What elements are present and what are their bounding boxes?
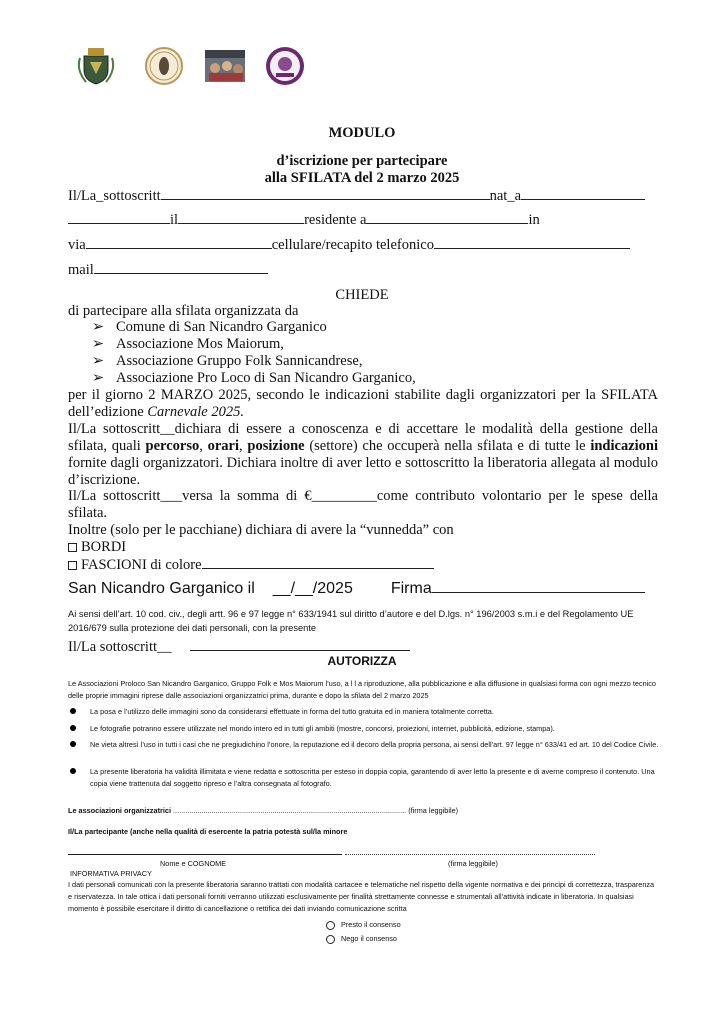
radio-icon[interactable] — [326, 921, 335, 930]
arrow-bullet-icon: ➢ — [92, 319, 105, 335]
page-title: MODULO — [328, 125, 396, 141]
autorizza-intro: Le Associazioni Proloco San Nicandro Garganico, Gruppo Folk e Mos Maiorum l’uso, a l l a riproduzione, alla pubblicazione e alla diffusione in qualsiasi forma con ogni mezzo tecnico delle proprie immagini riprese dalle associazioni organizzatrici prima, durante e dopo la sfilata del 2 marzo 2025 — [68, 679, 656, 700]
list-item: La presente liberatoria ha validità illimitata e viene redatta e sottoscritta per esteso in doppia copia, garantendo di aver letto la presente e di averne compreso il contenuto. Una copia viene trattenuta dal soggetto ripreso e l’altra consegnata al fotografo. — [90, 767, 655, 788]
chiede-heading: CHIEDE — [335, 287, 389, 303]
option-bordi[interactable]: BORDI — [68, 539, 126, 556]
firma-field[interactable] — [432, 580, 645, 593]
arrow-bullet-icon: ➢ — [92, 353, 105, 369]
checkbox-icon[interactable] — [68, 543, 77, 552]
il-label: il — [170, 212, 179, 228]
mos-maiorum-logo — [142, 44, 186, 88]
bullet-dot-icon — [70, 725, 76, 731]
arrow-bullet-icon: ➢ — [92, 370, 105, 386]
paragraph-somma: Il/La sottoscritt___versa la somma di €_________come contributo volontario per le spese della sfilata. — [68, 488, 658, 521]
via-field[interactable] — [86, 236, 272, 249]
firma-leggibile-label: (firma leggibile) — [408, 806, 459, 815]
nascita-luogo-field[interactable] — [68, 211, 170, 224]
via-label: via — [68, 237, 86, 253]
sottoscritto-field[interactable] — [161, 187, 490, 200]
consent-yes-option[interactable]: Presto il consenso — [326, 918, 401, 931]
bullet-dot-icon — [70, 741, 76, 747]
associazioni-signature — [68, 804, 458, 817]
pro-loco-logo — [263, 44, 307, 88]
firma-leggibile-label-2: (firma leggibile) — [448, 859, 498, 868]
colore-field[interactable] — [202, 556, 434, 569]
chiede-intro: di partecipare alla sfilata organizzata da — [68, 303, 299, 319]
associazioni-field[interactable]: ................................................................................................................... — [171, 806, 409, 815]
telefono-label: cellulare/recapito telefonico — [271, 237, 434, 253]
option-fascioni[interactable]: FASCIONI di colore — [68, 556, 434, 574]
list-item: ➢ Comune di San Nicandro Garganico — [92, 319, 327, 335]
form-line-4 — [68, 261, 268, 279]
arrow-bullet-icon: ➢ — [92, 336, 105, 352]
subtitle-1: d’iscrizione per partecipare — [276, 153, 448, 169]
legal-sottoscritto: Il/La sottoscritt__ — [68, 638, 410, 656]
residenza-field[interactable] — [366, 211, 528, 224]
form-line-3 — [68, 236, 630, 254]
paragraph-date: per il giorno 2 MARZO 2025, secondo le indicazioni stabilite dagli organizzatori per la SFILATA dell’edizione Carnevale 2025. — [68, 387, 658, 420]
bullet-dot-icon — [70, 708, 76, 714]
organizers-list — [92, 319, 416, 387]
nato-field[interactable] — [521, 187, 645, 200]
mail-field[interactable] — [94, 261, 268, 274]
list-item: ➢ Associazione Mos Maiorum, — [92, 336, 284, 352]
legal-text: Ai sensi dell’art. 10 cod. civ., degli artt. 96 e 97 legge n° 633/1941 sul diritto d’autore e del D.lgs. n° 196/2003 s.m.i e del Regolamento UE 2016/679 sulla protezione dei dati personali, con la presente — [68, 609, 634, 633]
signature-line — [68, 580, 645, 598]
data-nascita-field[interactable] — [178, 211, 304, 224]
privacy-text: I dati personali comunicati con la presente liberatoria saranno trattati con modalità cartacee e telematiche nel rispetto della vigente normativa e dei principi di correttezza, trasparenza e riservatezza. In tale ottica i dati personali forniti verranno utilizzati esclusivamente per finalità strettamente connesse e strumentali all’attività indicate in liberatoria. In qualsiasi momento è possibile esercitare il diritto di cancellazione o rettifica dei dati inviando comunicazione scritta — [68, 880, 655, 913]
bullet-dot-icon — [70, 768, 76, 774]
in-label: in — [528, 212, 540, 228]
telefono-field[interactable] — [434, 236, 630, 249]
gruppo-folk-logo — [203, 44, 247, 88]
list-item: Le fotografie potranno essere utilizzate nel mondo intero ed in tutti gli ambiti (mostre, concorsi, proiezioni, internet, pubblicità, edizione, stampa). — [90, 724, 555, 733]
associazioni-label: Le associazioni organizzatrici — [68, 806, 171, 815]
legal-name-field[interactable] — [190, 638, 410, 651]
paragraph-vunnedda: Inoltre (solo per le pacchiane) dichiara di avere la “vunnedda” con — [68, 522, 454, 538]
consent-no-option[interactable]: Nego il consenso — [326, 932, 397, 945]
firma-label: Firma — [390, 580, 432, 597]
autorizza-heading: AUTORIZZA — [327, 654, 397, 668]
list-item: ➢ Associazione Pro Loco di San Nicandro Garganico, — [92, 370, 416, 386]
subtitle-2: alla SFILATA del 2 marzo 2025 — [264, 170, 460, 186]
partecipante-label: Il/La partecipante (anche nella qualità di esercente la patria potestà sul/la minore — [68, 827, 348, 836]
list-item: ➢ Associazione Gruppo Folk Sannicandrese, — [92, 353, 363, 369]
list-item: Ne vieta altresì l’uso in tutti i casi che ne pregiudichino l’onore, la reputazione ed il decoro della propria persona, ai sensi dell’art. 97 legge n° 633/41 ed art. 10 del Codice Civile. — [90, 740, 659, 749]
form-line-2 — [68, 211, 540, 229]
date-field[interactable]: __/__/2025 — [272, 580, 353, 597]
residente-label: residente a — [304, 212, 367, 228]
nome-cognome-label: Nome e COGNOME — [160, 859, 227, 868]
list-item: La posa e l’utilizzo delle immagini sono da considerarsi effettuate in forma del tutto gratuita ed in maniera totalmente corretta. — [90, 707, 494, 716]
sottoscritto-label: Il/La_sottoscritt — [68, 188, 161, 204]
coat-of-arms-logo — [74, 44, 118, 88]
mail-label: mail — [68, 262, 94, 278]
nato-label: nat_a — [489, 188, 522, 204]
firma-partecipante-field[interactable] — [345, 854, 595, 855]
privacy-heading: INFORMATIVA PRIVACY — [70, 869, 152, 878]
radio-icon[interactable] — [326, 935, 335, 944]
nome-cognome-field[interactable] — [68, 854, 342, 855]
place-date-label: San Nicandro Garganico il — [68, 580, 255, 597]
checkbox-icon[interactable] — [68, 561, 77, 570]
form-line-1 — [68, 187, 645, 205]
paragraph-dichiara: Il/La sottoscritt__dichiara di essere a conoscenza e di accettare le modalità della gestione della sfilata, quali percorso, orari, posizione (settore) che occuperà nella sfilata e di tutte le indicazioni fornite dagli organizzatori. Dichiara inoltre di aver letto e sottoscritto la liberatoria allegata al modulo d’iscrizione. — [68, 421, 659, 488]
